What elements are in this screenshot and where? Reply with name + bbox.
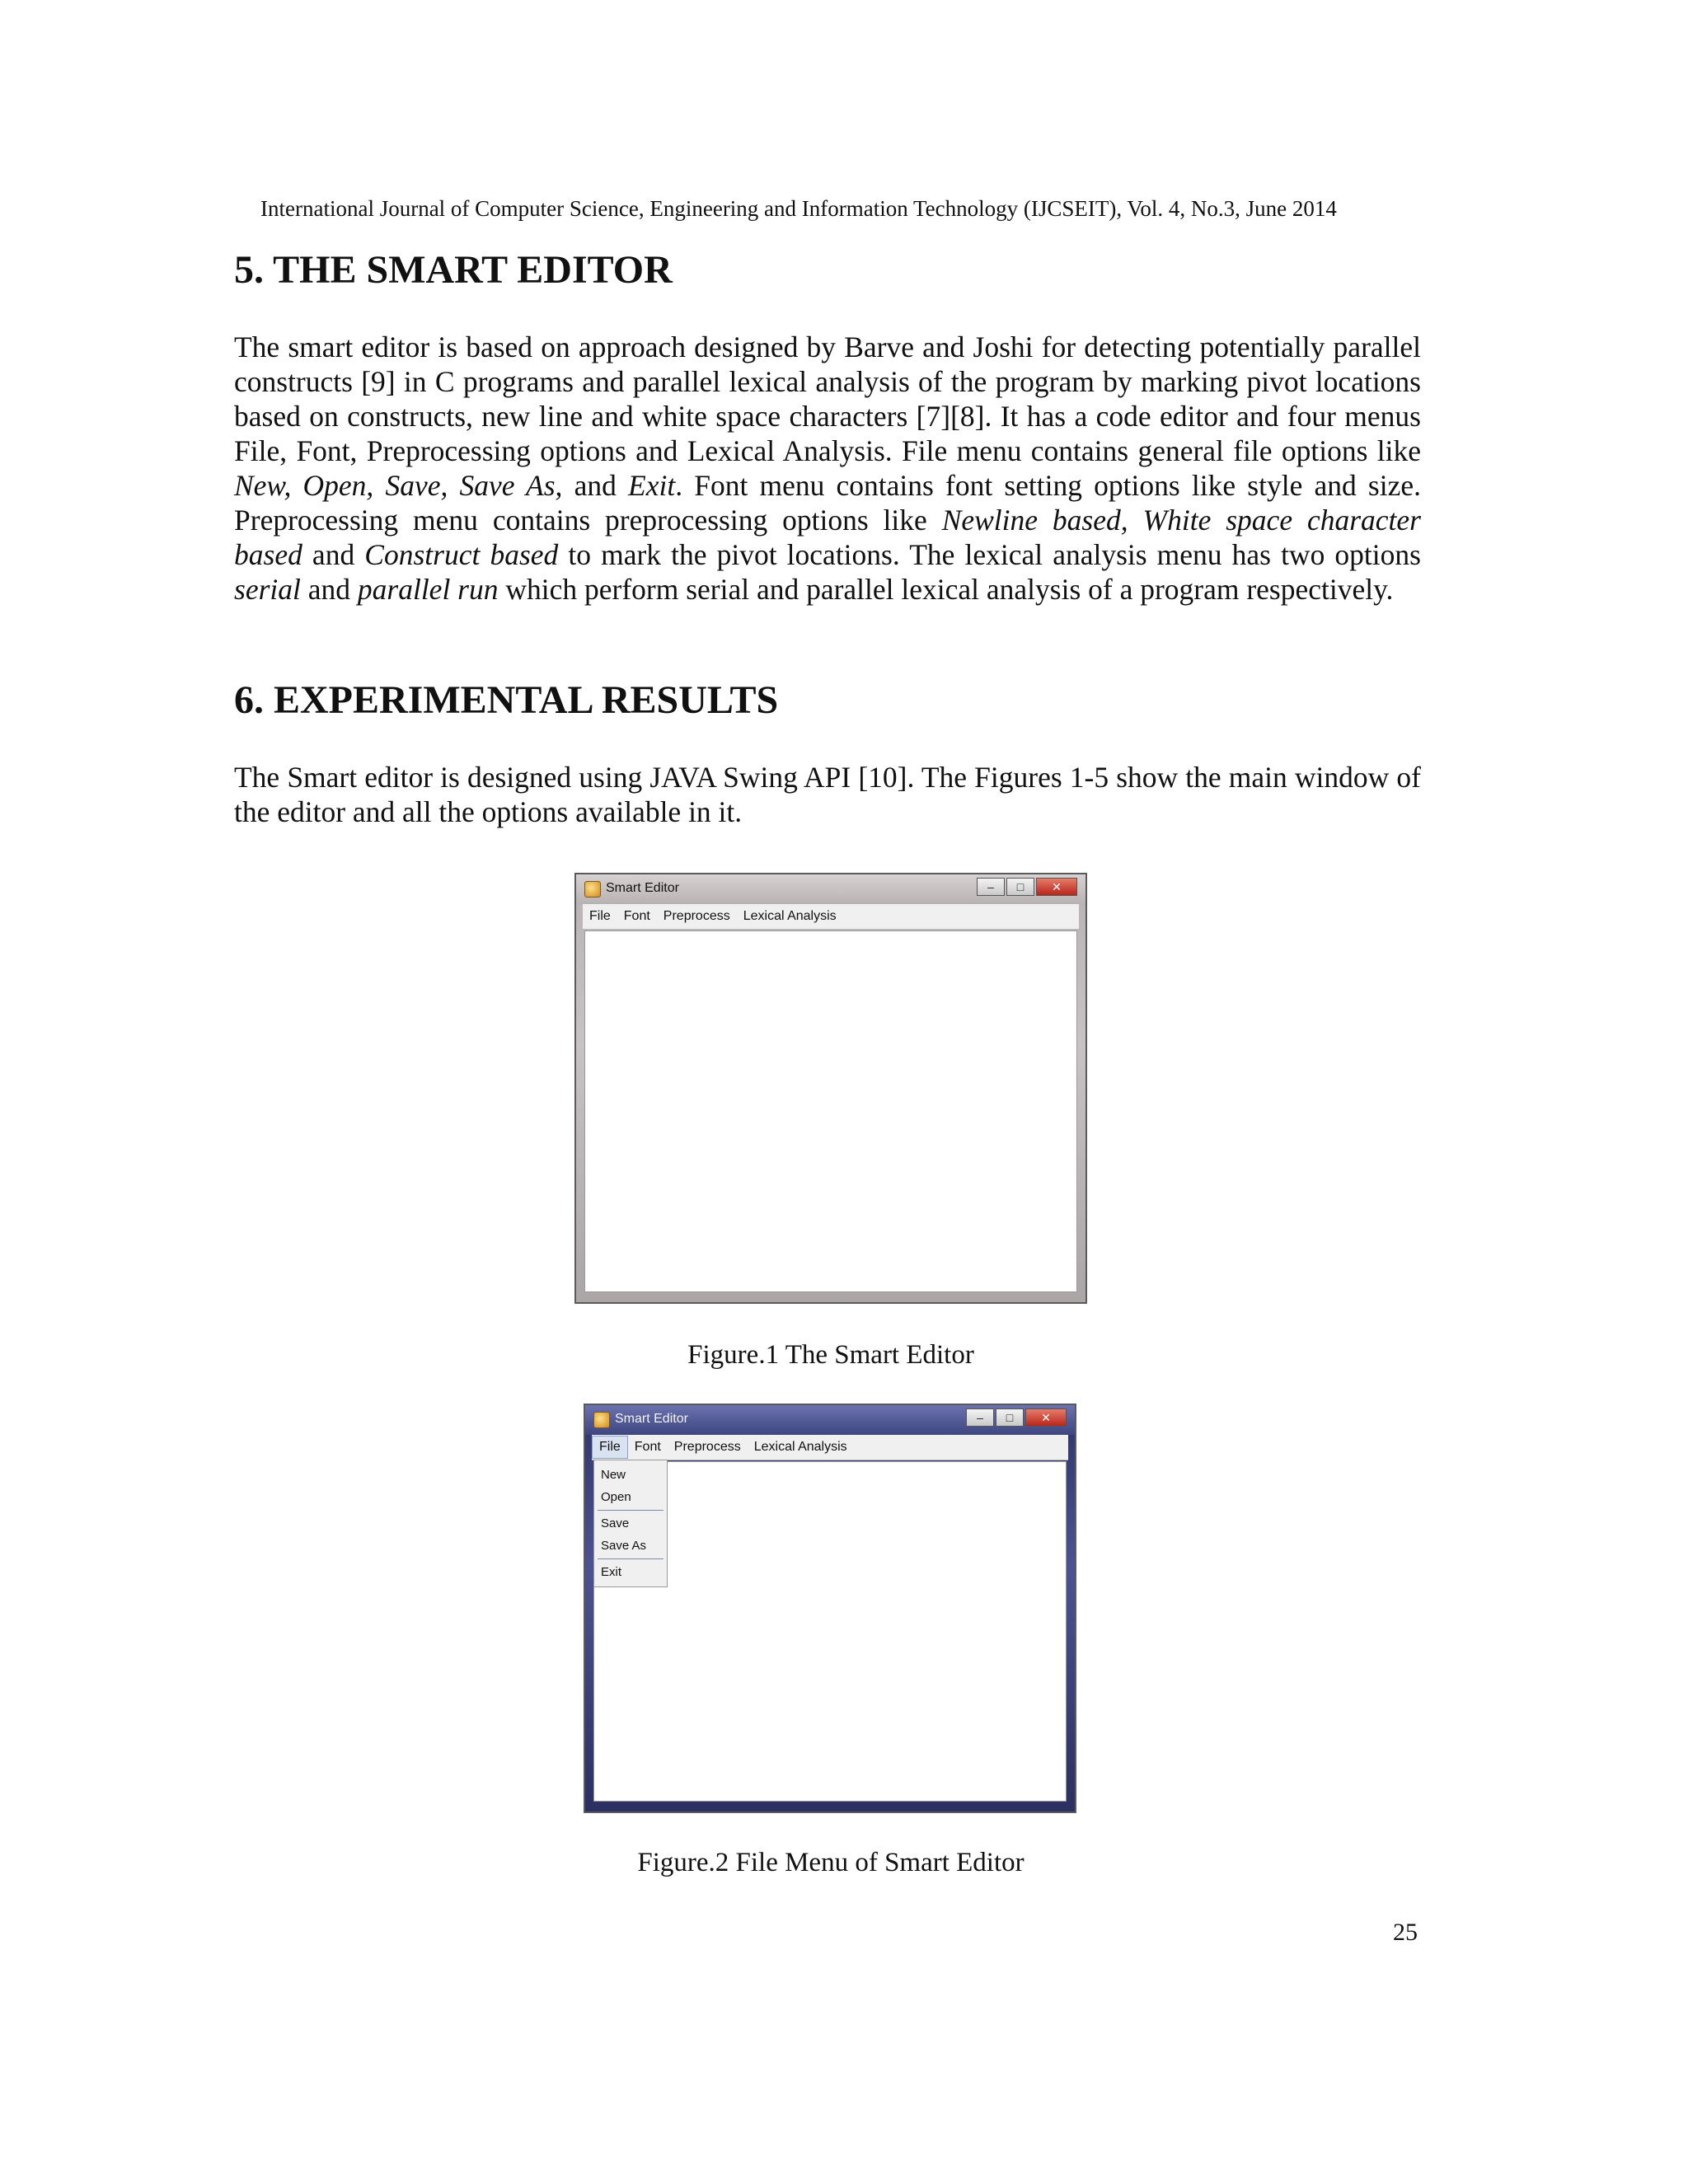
code-editor-area[interactable] xyxy=(584,930,1077,1292)
file-menu-save[interactable]: Save xyxy=(601,1516,630,1530)
menu-preprocess[interactable]: Preprocess xyxy=(673,1440,741,1454)
section-6-paragraph: The Smart editor is designed using JAVA Swing API [10]. The Figures 1-5 show the main window of the editor and all the options available in it. xyxy=(234,761,1421,828)
menu-lexical-analysis[interactable]: Lexical Analysis xyxy=(753,1440,847,1454)
figure-2-caption: Figure.2 File Menu of Smart Editor xyxy=(637,1848,1025,1877)
window-controls xyxy=(977,878,1077,896)
figure-1-caption: Figure.1 The Smart Editor xyxy=(687,1340,974,1370)
window-title: Smart Editor xyxy=(606,881,679,895)
section-5-paragraph: The smart editor is based on approach designed by Barve and Joshi for detecting potentially parallel constructs [9] in C programs and parallel lexical analysis of the program by marking pivot locations based on constructs, new line and white space characters [7][8]. It has a code editor and four menus File, Font, Preprocessing options and Lexical Analysis. File menu contains general file options like New, Open, Save, Save As, and Exit. Font menu contains font setting options like style and size. Preprocessing menu contains preprocessing options like Newline based, White space character based and Construct based to mark the pivot locations. The lexical analysis menu has two options serial and parallel run which perform serial and parallel lexical analysis of a program respectively. xyxy=(234,330,1421,606)
figure-1-editor-window xyxy=(574,873,1087,1304)
file-menu-open[interactable]: Open xyxy=(601,1490,631,1504)
menu-file[interactable]: File xyxy=(592,1436,628,1459)
menu-file[interactable]: File xyxy=(589,909,611,923)
file-menu-new[interactable]: New xyxy=(601,1468,626,1482)
menu-separator xyxy=(598,1558,663,1559)
minimize-icon[interactable]: – xyxy=(966,1408,994,1427)
menu-bar xyxy=(583,904,1079,930)
journal-header: International Journal of Computer Science, Engineering and Information Technology (IJCSEIT), Vol. 4, No.3, June 2014 xyxy=(260,196,1337,221)
menu-font[interactable]: Font xyxy=(623,909,650,923)
file-menu-exit[interactable]: Exit xyxy=(601,1565,622,1579)
menu-preprocess[interactable]: Preprocess xyxy=(663,909,730,923)
menu-separator xyxy=(598,1510,663,1511)
window-titlebar xyxy=(576,874,1085,904)
maximize-icon[interactable]: □ xyxy=(996,1408,1024,1427)
file-menu-save-as[interactable]: Save As xyxy=(601,1539,647,1553)
java-app-icon xyxy=(584,881,601,898)
minimize-icon[interactable]: – xyxy=(977,878,1005,896)
window-titlebar xyxy=(585,1405,1075,1435)
window-title: Smart Editor xyxy=(615,1412,688,1426)
java-app-icon xyxy=(593,1412,610,1428)
file-menu-dropdown xyxy=(593,1460,668,1587)
page-number: 25 xyxy=(1393,1919,1418,1946)
section-5-heading: 5. THE SMART EDITOR xyxy=(234,248,673,292)
menu-font[interactable]: Font xyxy=(634,1440,661,1454)
window-controls xyxy=(966,1408,1067,1427)
menu-bar xyxy=(592,1435,1068,1460)
close-icon[interactable]: ✕ xyxy=(1036,878,1077,896)
close-icon[interactable]: ✕ xyxy=(1025,1408,1067,1427)
maximize-icon[interactable]: □ xyxy=(1006,878,1034,896)
figure-2-editor-window xyxy=(584,1404,1076,1813)
menu-lexical-analysis[interactable]: Lexical Analysis xyxy=(743,909,837,923)
section-6-heading: 6. EXPERIMENTAL RESULTS xyxy=(234,678,779,722)
